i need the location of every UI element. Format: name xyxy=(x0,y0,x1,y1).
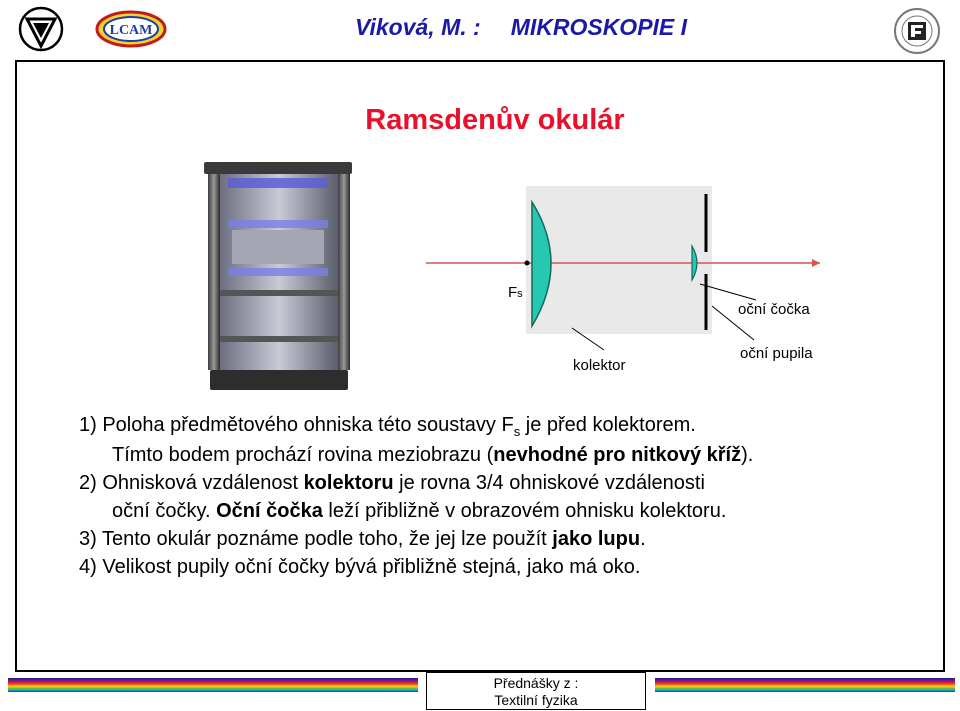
footer-gradient-bar-right xyxy=(655,678,955,692)
label-fs: Fs xyxy=(508,284,523,301)
text-line-4: oční čočky. Oční čočka leží přibližně v obrazovém ohnisku kolektoru. xyxy=(112,500,727,522)
focal-point-marker xyxy=(525,261,530,266)
ray-arrow-icon xyxy=(812,259,820,267)
header-course: MIKROSKOPIE I xyxy=(510,14,688,40)
eyepiece-cutaway-image xyxy=(200,160,360,392)
footer-line-2: Textilní fyzika xyxy=(494,692,578,708)
header-title xyxy=(355,14,687,41)
text-line-2: Tímto bodem prochází rovina meziobrazu (nevhodné pro nitkový kříž). xyxy=(112,444,754,466)
header-author: Viková, M. : xyxy=(355,14,481,40)
footer-gradient-bar-left xyxy=(8,678,418,692)
label-ocular-lens: oční čočka xyxy=(738,301,810,318)
text-line-6: 4) Velikost pupily oční čočky bývá přibližně stejná, jako má oko. xyxy=(79,556,641,578)
faculty-seal-icon xyxy=(893,6,941,56)
text-line-5: 3) Tento okulár poznáme podle toho, že jej lze použít jako lupu. xyxy=(79,528,646,550)
label-collector: kolektor xyxy=(573,357,626,374)
lcam-logo-icon xyxy=(94,9,168,49)
tul-logo-icon xyxy=(18,6,64,52)
footer-line-1: Přednášky z : xyxy=(493,675,579,691)
text-line-1: 1) Poloha předmětového ohniska této soustavy $F_s$ je před kolektorem. xyxy=(79,414,696,439)
text-line-3: 2) Ohnisková vzdálenost kolektoru je rovna 3/4 ohniskové vzdálenosti xyxy=(79,472,705,494)
header-bar xyxy=(0,0,960,58)
lcam-logo-text: LCAM xyxy=(109,23,153,38)
label-eye-pupil: oční pupila xyxy=(740,345,813,362)
slide-title: Ramsdenův okulár xyxy=(365,104,625,136)
diagram-panel xyxy=(526,186,712,334)
footer-lecture-box xyxy=(426,672,646,710)
body-text xyxy=(79,411,949,581)
